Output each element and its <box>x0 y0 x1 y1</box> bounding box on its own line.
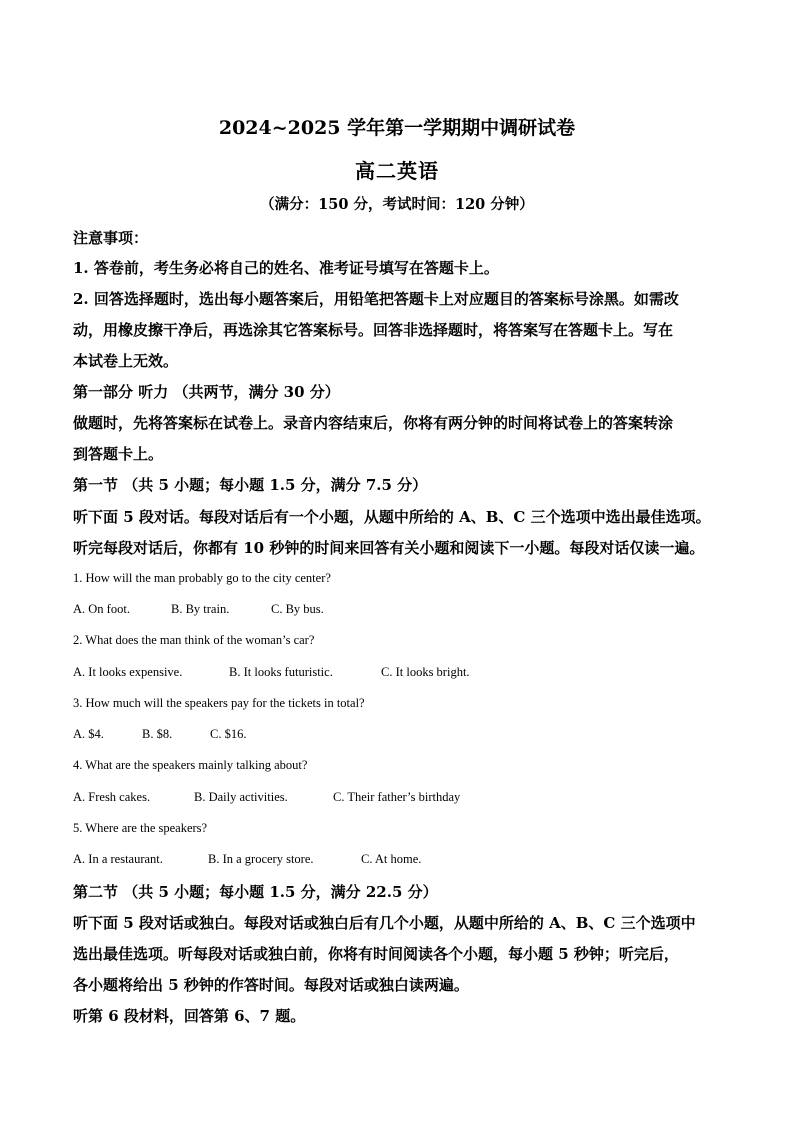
question-options <box>73 727 723 742</box>
subject-title: 高二英语 <box>355 159 439 183</box>
part1-instruction-line-1: 做题时，先将答案标在试卷上。录音内容结束后，你将有两分钟的时间将试卷上的答案转涂 <box>73 414 674 432</box>
option-c: C. Their father’s birthday <box>333 790 461 804</box>
option-c: C. It looks bright. <box>381 665 470 679</box>
exam-title: 2024~2025 学年第一学期期中调研试卷 <box>218 117 576 139</box>
option-c: C. At home. <box>361 852 422 866</box>
section2-heading: 第二节 （共 5 小题；每小题 1.5 分，满分 22.5 分） <box>73 883 438 901</box>
section2-instruction-line-2: 选出最佳选项。听每段对话或独白前，你将有时间阅读各个小题，每小题 5 秒钟；听完后， <box>73 945 679 963</box>
option-c: C. $16. <box>210 727 247 741</box>
option-a: A. $4. <box>73 727 104 741</box>
section1-heading: 第一节 （共 5 小题；每小题 1.5 分，满分 7.5 分） <box>73 476 428 494</box>
option-b: B. By train. <box>171 602 230 616</box>
option-a: A. On foot. <box>73 602 130 616</box>
section2-instruction-line-3: 各小题将给出 5 秒钟的作答时间。每段对话或独白读两遍。 <box>73 976 469 994</box>
option-b: B. In a grocery store. <box>208 852 314 866</box>
option-a: A. It looks expensive. <box>73 665 183 679</box>
question-options <box>73 852 723 867</box>
score-info: （满分：150 分，考试时间：120 分钟） <box>260 196 534 213</box>
option-a: A. In a restaurant. <box>73 852 163 866</box>
question-options <box>73 602 723 617</box>
notes-item-2-line-2: 动，用橡皮擦干净后，再选涂其它答案标号。回答非选择题时，将答案写在答题卡上。写在 <box>73 321 674 339</box>
question-stem: 5. Where are the speakers? <box>73 821 208 835</box>
question-stem: 4. What are the speakers mainly talking about? <box>73 758 308 772</box>
notes-heading: 注意事项： <box>73 229 149 247</box>
option-a: A. Fresh cakes. <box>73 790 151 804</box>
part1-heading: 第一部分 听力 （共两节，满分 30 分） <box>73 383 340 401</box>
question-stem: 2. What does the man think of the woman’s car? <box>73 633 315 647</box>
part1-instruction-line-2: 到答题卡上。 <box>73 445 164 463</box>
question-stem: 3. How much will the speakers pay for the tickets in total? <box>73 696 365 710</box>
section2-instruction-line-1: 听下面 5 段对话或独白。每段对话或独白后有几个小题，从题中所给的 A、B、C 三个选项中 <box>73 914 696 932</box>
section2-instruction-line-4: 听第 6 段材料，回答第 6、7 题。 <box>73 1007 306 1025</box>
option-c: C. By bus. <box>271 602 324 616</box>
section1-instruction-line-2: 听完每段对话后，你都有 10 秒钟的时间来回答有关小题和阅读下一小题。每段对话仅读一遍。 <box>73 539 705 557</box>
notes-item-1: 1. 答卷前，考生务必将自己的姓名、准考证号填写在答题卡上。 <box>73 259 499 277</box>
question-options <box>73 665 723 680</box>
question-options <box>73 790 723 805</box>
notes-item-2-line-3: 本试卷上无效。 <box>73 352 179 370</box>
option-b: B. Daily activities. <box>194 790 288 804</box>
section1-instruction-line-1: 听下面 5 段对话。每段对话后有一个小题，从题中所给的 A、B、C 三个选项中选出最佳选项。 <box>73 508 711 526</box>
option-b: B. $8. <box>142 727 173 741</box>
question-stem: 1. How will the man probably go to the city center? <box>73 571 331 585</box>
notes-item-2-line-1: 2. 回答选择题时，选出每小题答案后，用铅笔把答题卡上对应题目的答案标号涂黑。如需改 <box>73 290 679 308</box>
option-b: B. It looks futuristic. <box>229 665 333 679</box>
